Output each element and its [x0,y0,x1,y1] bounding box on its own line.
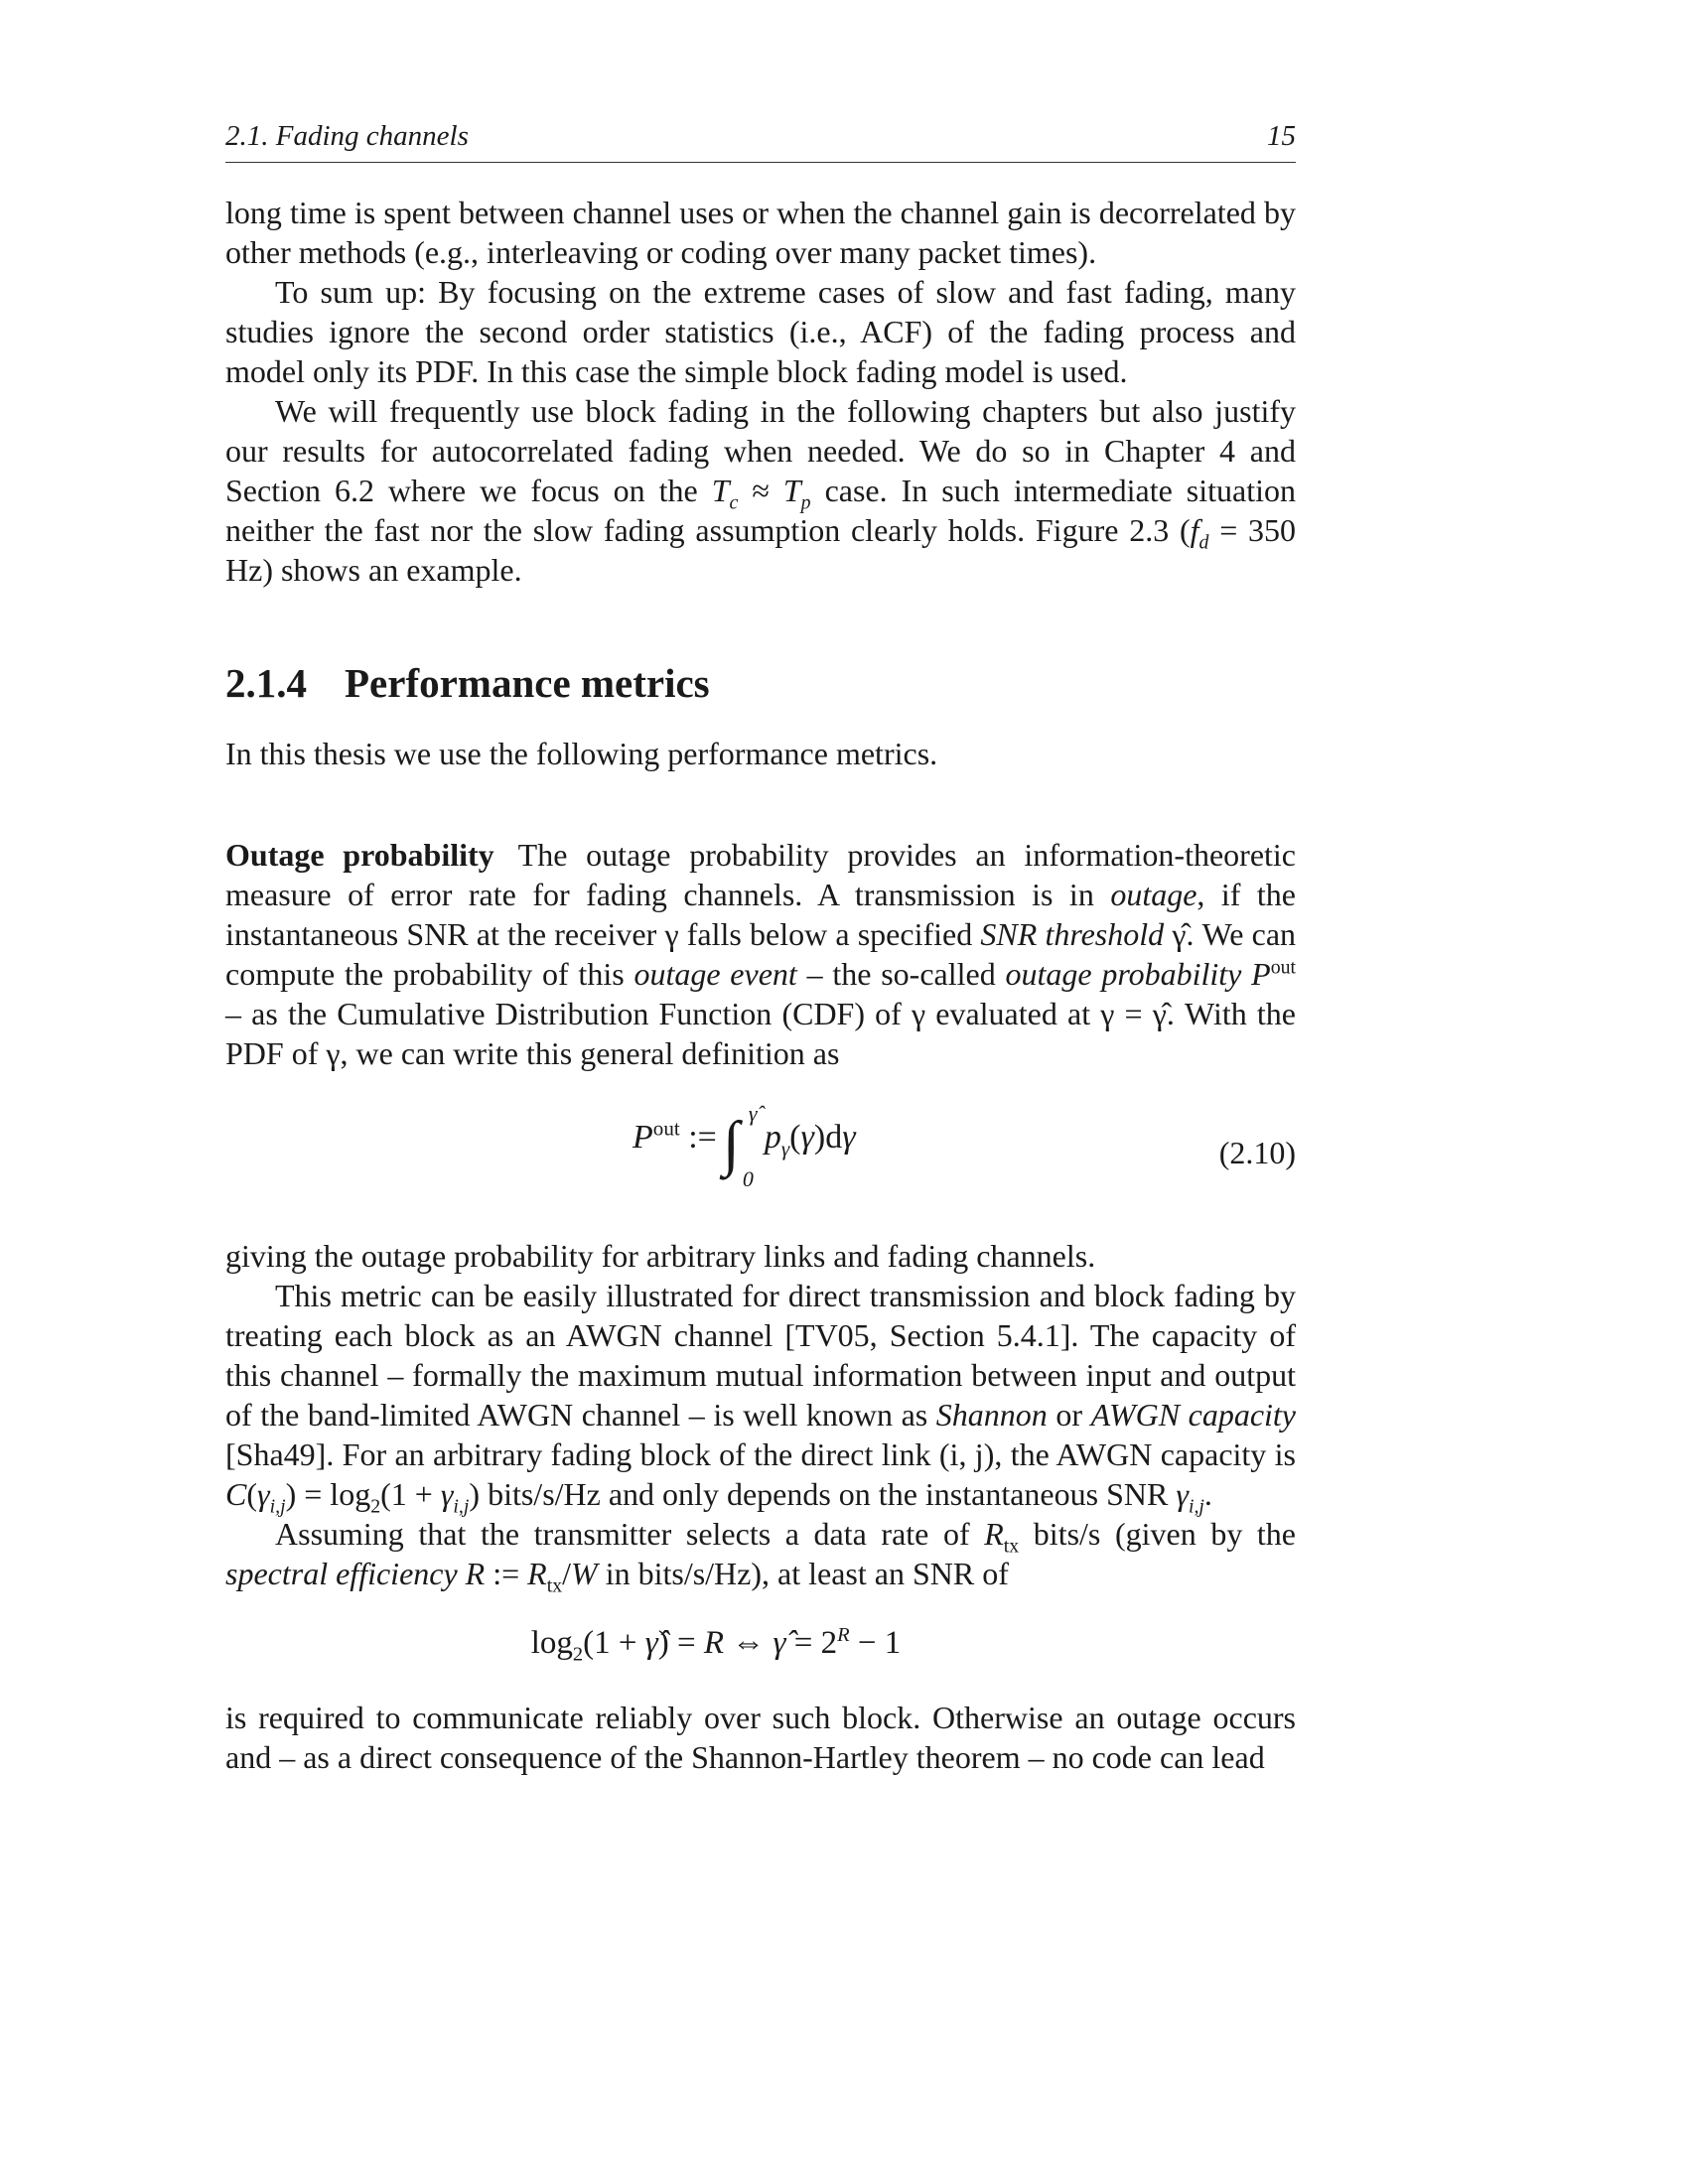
after-equation-text: giving the outage probability for arbitrary links and fading channels. [225,1237,1096,1274]
running-header [225,119,1296,163]
intro-paragraph-1: long time is spent between channel uses or when the channel gain is decorrelated by other methods (e.g., interleaving or coding over many packet times). [225,194,1296,270]
outage-paragraph: Outage probability The outage probability provides an information-theoretic measure of error rate for fading channels. A transmission is in outage, if the instantaneous SNR at the receiver γ falls below a specified SNR threshold γ̂. We can compute the probability of this outage event – the so-called outage probability $P^{out}$ – as the Cumulative Distribution Function (CDF) of γ evaluated at γ = γ̂. With the PDF of γ, we can write this general definition as [225,836,1297,1071]
equation-2-10-expression: $P^{out}$ :=∫ γ̂ 0 $p_\gamma(\gamma)d\gamma$ [633,1100,856,1191]
section-number: 2.1.4 [225,659,307,706]
final-paragraph: is required to communicate reliably over such block. Otherwise an outage occurs and – as a direct consequence of the Shannon-Hartley theorem – no code can lead [225,1699,1296,1775]
body-text [225,193,1296,1777]
equation-2-10 [225,1093,1296,1222]
threshold-equation: $\log_2(1$ + γ̂) = R ⇔ γ̂ = $2^R - 1$ [530,1623,902,1666]
section-intro: In this thesis we use the following performance metrics. [225,735,938,771]
header-section-title: 2.1. Fading channels [225,120,469,152]
header-page-number: 15 [1267,120,1296,152]
intro-paragraph-2: To sum up: By focusing on the extreme cases of slow and fast fading, many studies ignore the second order statistics (i.e., ACF) of the fading process and model only its PDF. In this case the simple block fading model is used. [225,273,1296,389]
equation-number: (2.10) [1218,1134,1296,1170]
intro-paragraph-3: We will frequently use block fading in the following chapters but also justify our results for autocorrelated fading when needed. We do so in Chapter 4 and Section 6.2 where we focus on the $T_c \approx T_p$ case. In such intermediate situation neither the fast nor the slow fading assumption clearly holds. Figure 2.3 ($f_d = 350$ Hz) shows an example. [225,392,1297,588]
page [225,119,1296,1777]
section-heading [225,661,1296,706]
rate-paragraph: Assuming that the transmitter selects a data rate of $R_{tx}$ bits/s (given by the spectral efficiency R := $R_{tx}/W$ in bits/s/Hz), at least an SNR of [225,1515,1297,1597]
awgn-paragraph: This metric can be easily illustrated for direct transmission and block fading by treating each block as an AWGN channel [TV05, Section 5.4.1]. The capacity of this channel – formally the maximum mutual information between input and output of the band-limited AWGN channel – is well known as Shannon or AWGN capacity [Sha49]. For an arbitrary fading block of the direct link (i, j), the AWGN capacity is $C(\gamma_{i,j}) = \log_2(1 + \gamma_{i,j})$ bits/s/Hz and only depends on the instantaneous SNR $\gamma_{i,j}$. [225,1277,1296,1518]
outage-heading: Outage probability [225,836,494,873]
section-title: Performance metrics [345,659,710,706]
